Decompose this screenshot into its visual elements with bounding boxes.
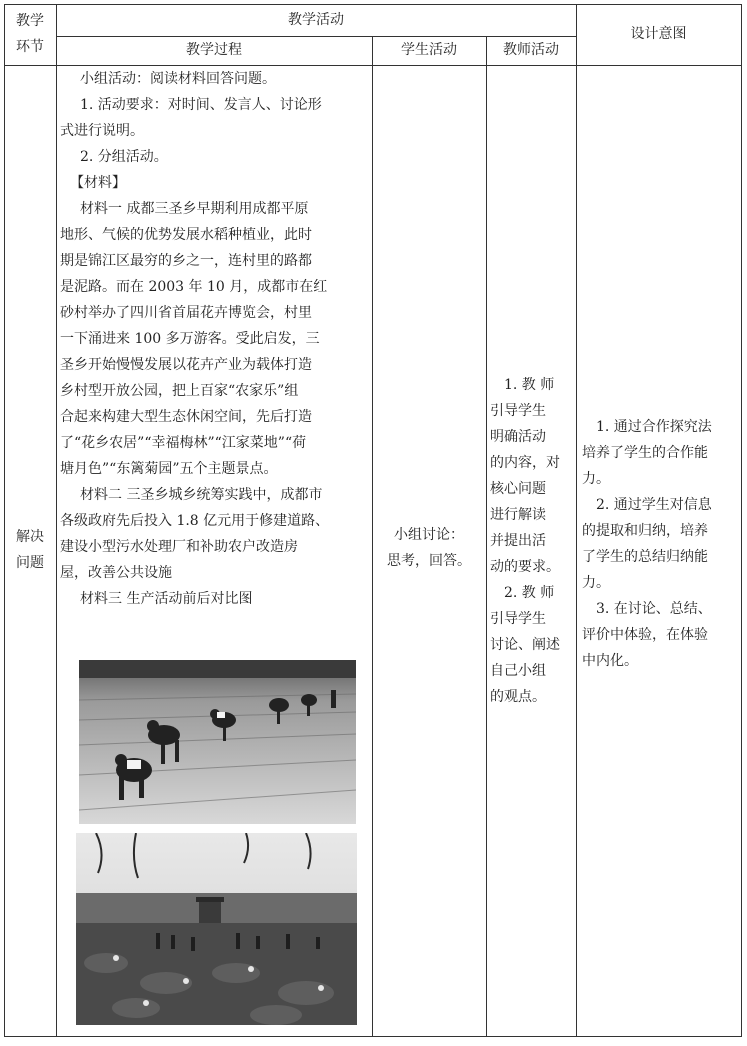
teacher-line: 引导学生 (490, 403, 546, 419)
process-line: 一下涌进来 100 多万游客。受此启发，三 (60, 331, 320, 347)
intent-line: 中内化。 (582, 653, 638, 669)
intent-line: 的提取和归纳，培养 (582, 523, 708, 539)
intent-line: 1. 通过合作探究法 (596, 419, 712, 435)
rule-bottom (4, 1036, 742, 1037)
header-activity: 教学活动 (288, 12, 344, 28)
process-line: 建设小型污水处理厂和补助农户改造房 (60, 539, 298, 555)
process-line: 乡村型开放公园，把上百家“农家乐”组 (60, 383, 299, 399)
teacher-line: 核心问题 (490, 481, 546, 497)
photo-rice-planting (79, 660, 356, 824)
process-line: 2. 分组活动。 (80, 149, 168, 165)
process-line: 塘月色”“东篱菊园”五个主题景点。 (60, 461, 278, 477)
teacher-line: 明确活动 (490, 429, 546, 445)
header-teacher: 教师活动 (503, 42, 559, 58)
rule-left (4, 4, 5, 1037)
process-line: 1. 活动要求：对时间、发言人、讨论形 (80, 97, 322, 113)
intent-line: 评价中体验，在体验 (582, 627, 708, 643)
header-student: 学生活动 (401, 42, 457, 58)
intent-line: 培养了学生的合作能 (582, 445, 708, 461)
process-line: 【材料】 (70, 175, 126, 191)
teacher-line: 并提出活 (490, 533, 546, 549)
rule-top (4, 4, 742, 5)
process-line: 圣乡开始慢慢发展以花卉产业为载体打造 (60, 357, 312, 373)
process-line: 是泥路。而在 2003 年 10 月，成都市在红 (60, 279, 328, 295)
header-intent: 设计意图 (630, 26, 687, 42)
rule-col1 (56, 4, 57, 1037)
teacher-line: 引导学生 (490, 611, 546, 627)
process-line: 材料一 成都三圣乡早期利用成都平原 (80, 201, 309, 217)
teacher-activity (490, 372, 574, 710)
student-line: 思考，回答。 (387, 553, 471, 569)
design-intent (582, 414, 740, 674)
rule-col4 (576, 4, 577, 1037)
teacher-line: 进行解读 (490, 507, 546, 523)
rule-right (741, 4, 742, 1037)
intent-line: 力。 (582, 471, 610, 487)
teacher-line: 的观点。 (490, 689, 546, 705)
process-line: 了“花乡农居”“幸福梅林”“江家菜地”“荷 (60, 435, 307, 451)
student-activity (372, 522, 486, 574)
stage-label: 解决 问题 (16, 529, 44, 571)
process-text (60, 66, 368, 612)
teacher-line: 讨论、阐述 (490, 637, 560, 653)
process-line: 材料三 生产活动前后对比图 (80, 591, 253, 607)
photo-lotus-park (76, 833, 357, 1025)
process-line: 材料二 三圣乡城乡统筹实践中，成都市 (80, 487, 323, 503)
teacher-line: 动的要求。 (490, 559, 560, 575)
process-line: 式进行说明。 (60, 123, 144, 139)
process-line: 屋，改善公共设施 (60, 565, 172, 581)
intent-line: 力。 (582, 575, 610, 591)
teacher-line: 的内容，对 (490, 455, 560, 471)
process-line: 合起来构建大型生态休闲空间，先后打造 (60, 409, 312, 425)
process-line: 小组活动：阅读材料回答问题。 (80, 71, 276, 87)
header-process: 教学过程 (186, 42, 242, 58)
intent-line: 了学生的总结归纳能 (582, 549, 708, 565)
process-line: 各级政府先后投入 1.8 亿元用于修建道路、 (60, 513, 330, 529)
process-line: 期是锦江区最穷的乡之一，连村里的路都 (60, 253, 312, 269)
process-line: 地形、气候的优势发展水稻种植业，此时 (60, 227, 312, 243)
student-line: 小组讨论： (394, 527, 464, 543)
teacher-line: 1. 教 师 (504, 377, 555, 393)
rule-header-mid (56, 36, 576, 37)
header-stage: 教学 环节 (16, 13, 44, 55)
teacher-line: 自己小组 (490, 663, 546, 679)
intent-line: 3. 在讨论、总结、 (596, 601, 712, 617)
teacher-line: 2. 教 师 (504, 585, 555, 601)
rule-col3 (486, 36, 487, 1037)
process-line: 砂村举办了四川省首届花卉博览会，村里 (60, 305, 312, 321)
intent-line: 2. 通过学生对信息 (596, 497, 712, 513)
